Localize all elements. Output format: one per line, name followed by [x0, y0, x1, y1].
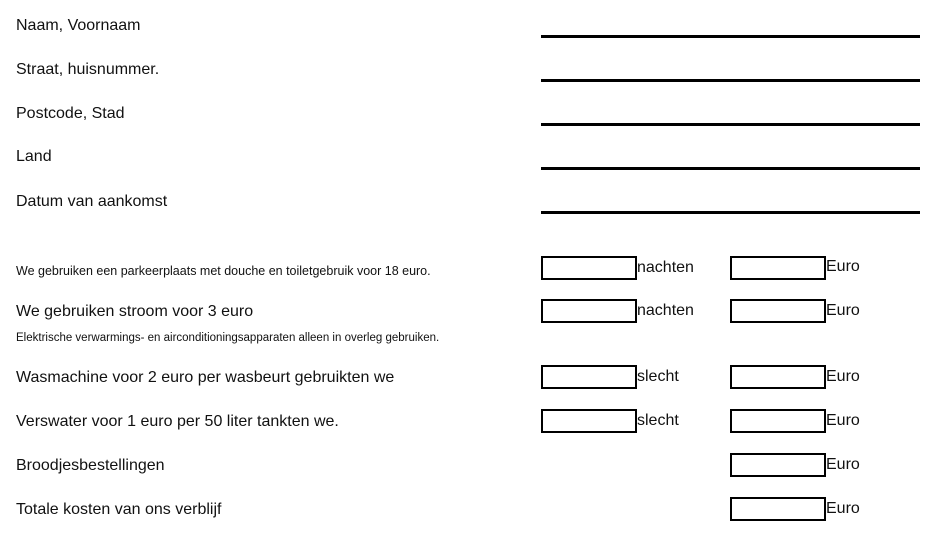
- water-euro-input[interactable]: [730, 409, 826, 433]
- bread-euro-input[interactable]: [730, 453, 826, 477]
- washing-currency: Euro: [826, 368, 860, 385]
- street-field[interactable]: [541, 79, 920, 82]
- power-currency: Euro: [826, 302, 860, 319]
- total-euro-input[interactable]: [730, 497, 826, 521]
- name-label: Naam, Voornaam: [16, 17, 141, 34]
- country-field[interactable]: [541, 167, 920, 170]
- water-currency: Euro: [826, 412, 860, 429]
- total-label: Totale kosten van ons verblijf: [16, 501, 222, 518]
- street-label: Straat, huisnummer.: [16, 61, 160, 78]
- washing-unit: slecht: [637, 368, 679, 385]
- country-label: Land: [16, 148, 52, 165]
- arrival-field[interactable]: [541, 211, 920, 214]
- parking-currency: Euro: [826, 258, 860, 275]
- water-label: Verswater voor 1 euro per 50 liter tankten we.: [16, 413, 339, 430]
- washing-count-input[interactable]: [541, 365, 637, 389]
- power-label: We gebruiken stroom voor 3 euro: [16, 303, 254, 320]
- parking-euro-input[interactable]: [730, 256, 826, 280]
- washing-label: Wasmachine voor 2 euro per wasbeurt gebruikten we: [16, 369, 395, 386]
- bread-label: Broodjesbestellingen: [16, 457, 165, 474]
- postcode-field[interactable]: [541, 123, 920, 126]
- parking-nights-input[interactable]: [541, 256, 637, 280]
- power-unit: nachten: [637, 302, 694, 319]
- bread-currency: Euro: [826, 456, 860, 473]
- water-count-input[interactable]: [541, 409, 637, 433]
- total-currency: Euro: [826, 500, 860, 517]
- parking-label: We gebruiken een parkeerplaats met douche en toiletgebruik voor 18 euro.: [16, 264, 431, 278]
- water-unit: slecht: [637, 412, 679, 429]
- postcode-label: Postcode, Stad: [16, 105, 125, 122]
- power-note: Elektrische verwarmings- en airconditioningsapparaten alleen in overleg gebruiken.: [16, 332, 440, 344]
- washing-euro-input[interactable]: [730, 365, 826, 389]
- power-euro-input[interactable]: [730, 299, 826, 323]
- parking-unit: nachten: [637, 259, 694, 276]
- arrival-label: Datum van aankomst: [16, 193, 168, 210]
- power-nights-input[interactable]: [541, 299, 637, 323]
- name-field[interactable]: [541, 35, 920, 38]
